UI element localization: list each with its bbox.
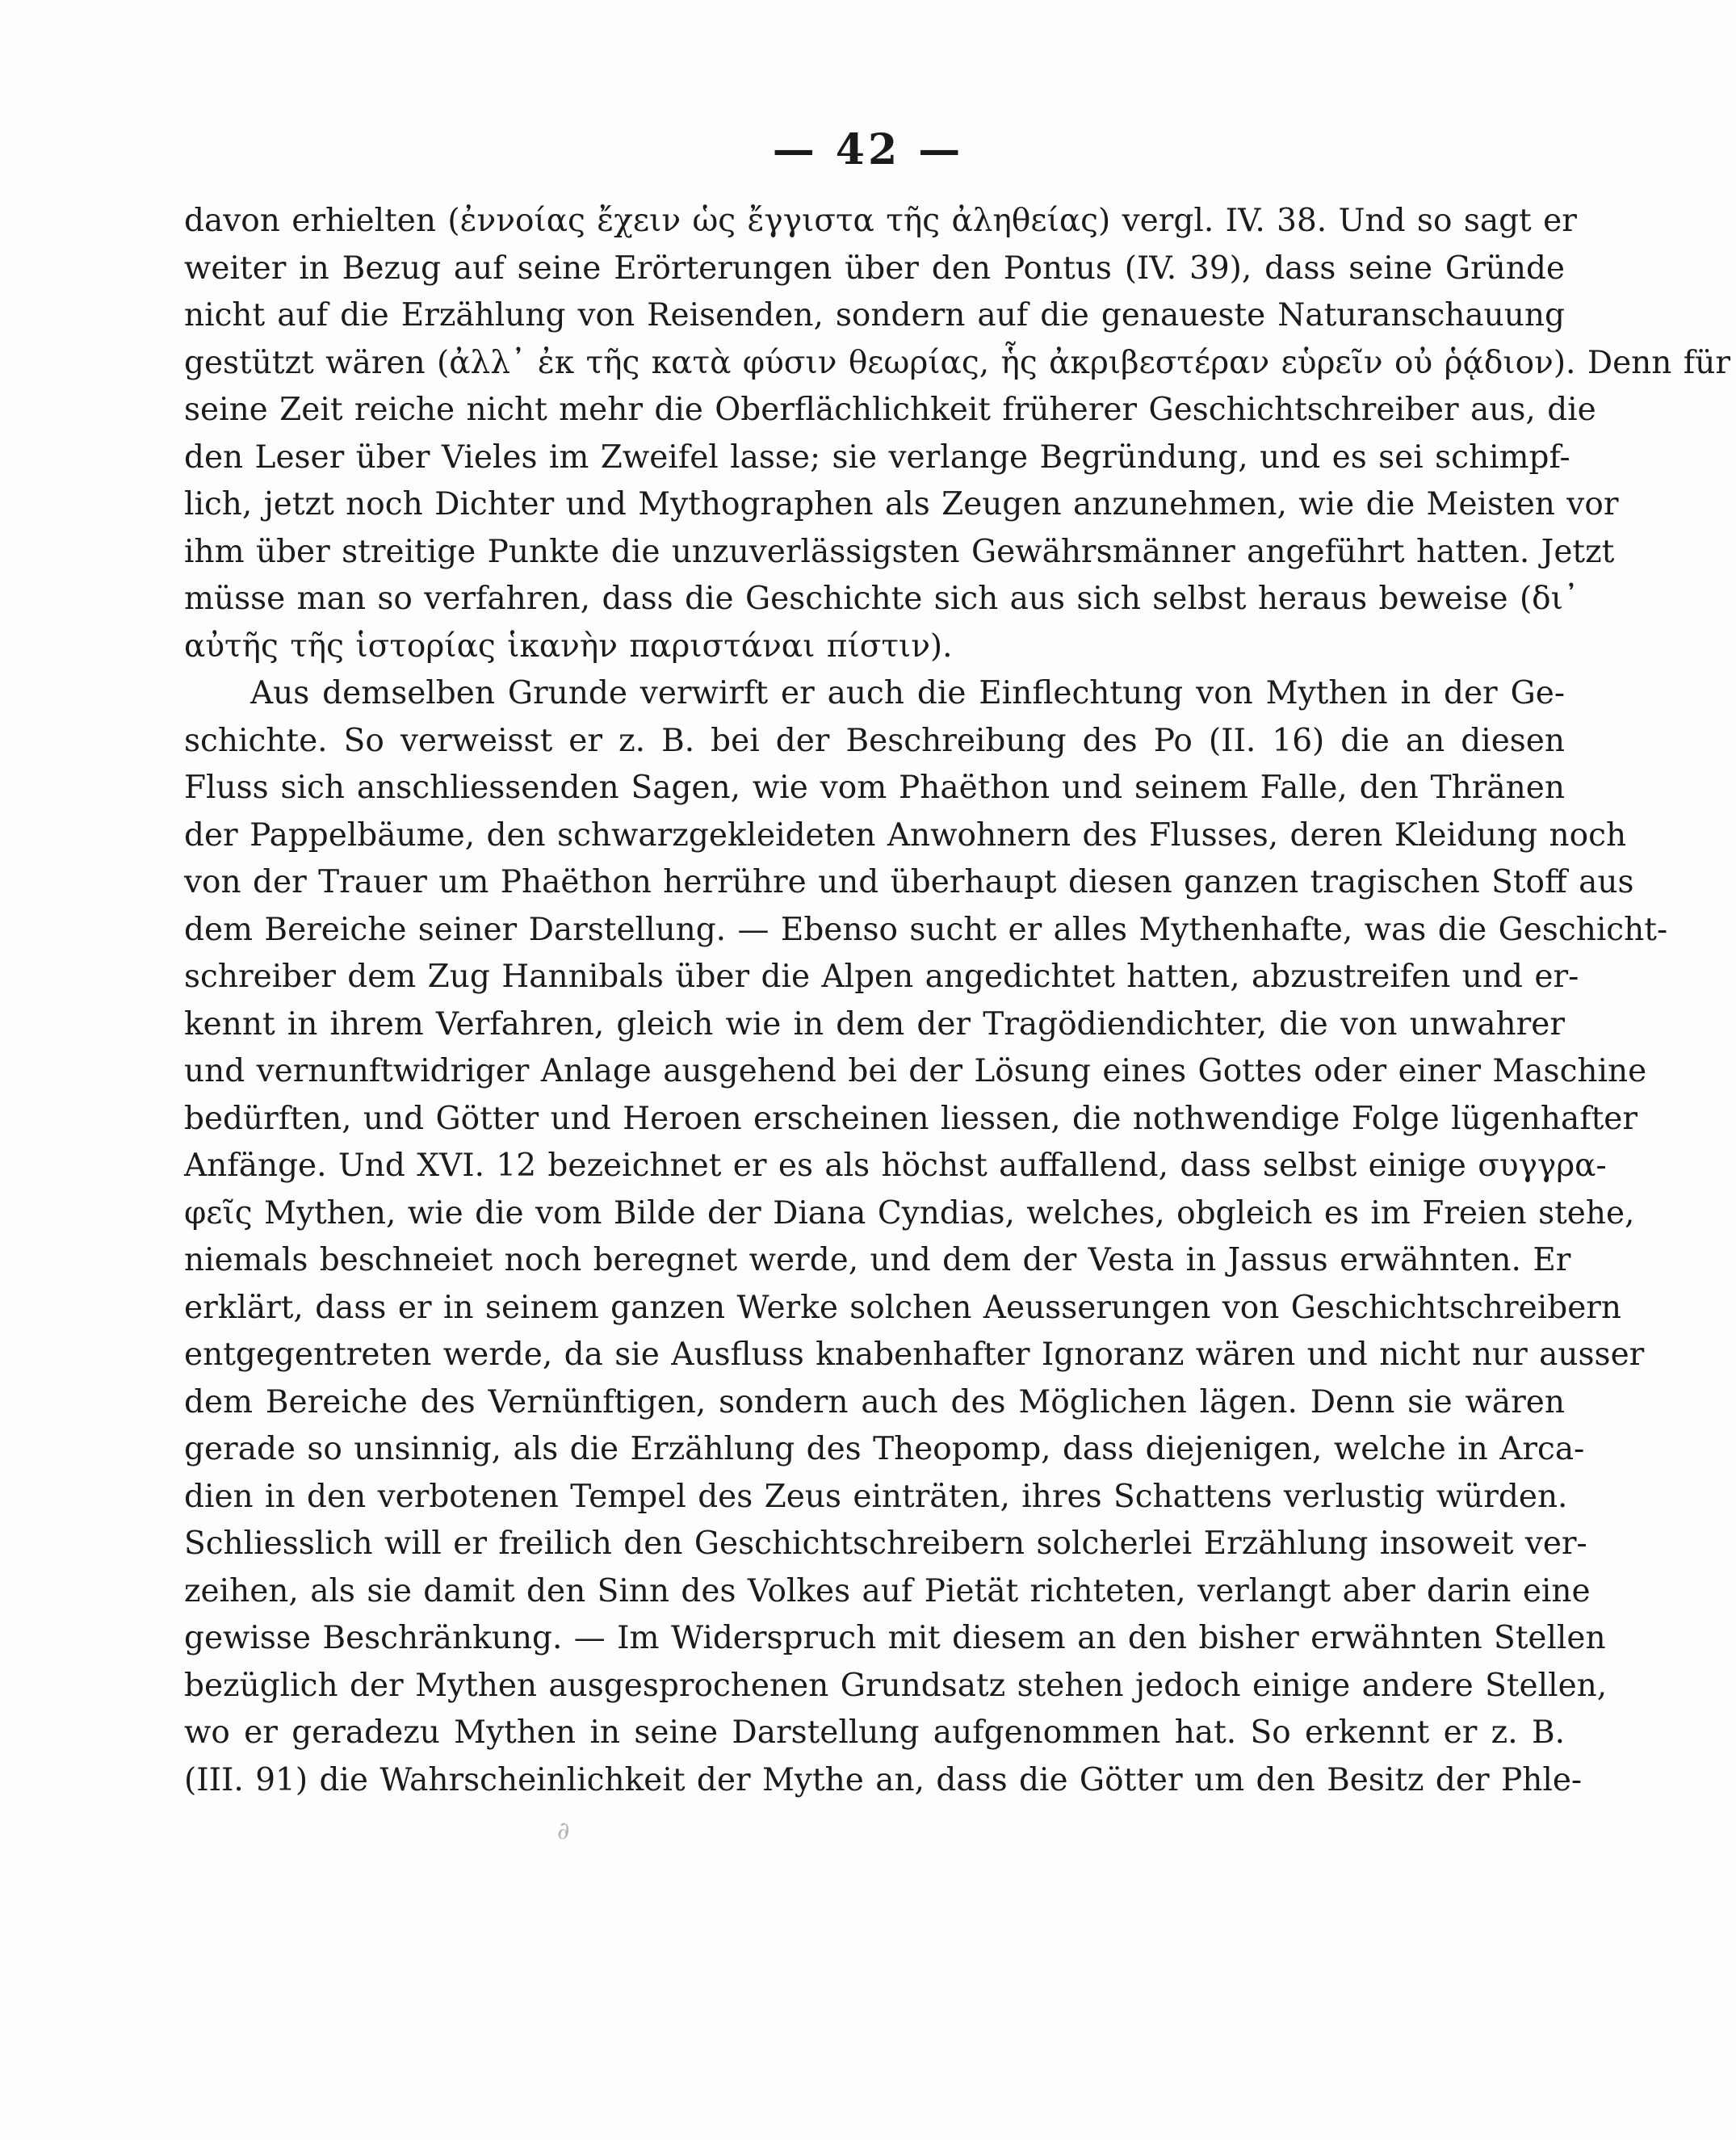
text-line: seine Zeit reiche nicht mehr die Oberflächlichkeit früherer Geschichtschreiber aus, die bbox=[184, 392, 1596, 428]
text-line: den Leser über Vieles im Zweifel lasse; sie verlange Begründung, und es sei schimpf- bbox=[184, 438, 1570, 476]
text-line: dem Bereiche des Vernünftigen, sondern auch des Möglichen lägen. Denn sie wären bbox=[184, 1383, 1565, 1420]
text-line: dien in den verbotenen Tempel des Zeus einträten, ihres Schattens verlustig würden. bbox=[184, 1478, 1568, 1515]
text-line: niemals beschneiet noch beregnet werde, und dem der Vesta in Jassus erwähnten. Er bbox=[184, 1242, 1571, 1278]
text-line: der Pappelbäume, den schwarzgekleideten Anwohnern des Flusses, deren Kleidung noch bbox=[184, 816, 1627, 854]
text-line: erklärt, dass er in seinem ganzen Werke solchen Aeusserungen von Geschichtschreibern bbox=[184, 1289, 1622, 1326]
text-line: Schliesslich will er freilich den Geschichtschreibern solcherlei Erzählung insoweit ver- bbox=[184, 1525, 1587, 1562]
text-line: dem Bereiche seiner Darstellung. — Ebenso sucht er alles Mythenhafte, was die Geschicht- bbox=[184, 911, 1668, 948]
text-line: gerade so unsinnig, als die Erzählung des Theopomp, dass diejenigen, welche in Arca- bbox=[184, 1431, 1585, 1467]
text-line: φεῖς Mythen, wie die vom Bilde der Diana Cyndias, welches, obgleich es im Freien stehe, bbox=[184, 1194, 1635, 1232]
text-line: schichte. So verweisst er z. B. bei der Beschreibung des Po (II. 16) die an diesen bbox=[184, 722, 1565, 759]
text-line: schreiber dem Zug Hannibals über die Alpen angedichtet hatten, abzustreifen und er- bbox=[184, 959, 1579, 995]
text-line: von der Trauer um Phaëthon herrühre und überhaupt diesen ganzen tragischen Stoff aus bbox=[184, 864, 1634, 900]
text-line: bezüglich der Mythen ausgesprochenen Grundsatz stehen jedoch einige andere Stellen, bbox=[184, 1667, 1608, 1704]
text-line: müsse man so verfahren, dass die Geschichte sich aus sich selbst heraus beweise (δι᾽ bbox=[184, 581, 1579, 617]
text-line: weiter in Bezug auf seine Erörterungen über den Pontus (IV. 39), dass seine Gründe bbox=[184, 250, 1565, 287]
text-line: zeihen, als sie damit den Sinn des Volkes auf Pietät richteten, verlangt aber darin eine bbox=[184, 1572, 1591, 1609]
text-line: Anfänge. Und XVI. 12 bezeichnet er es als höchst auffallend, dass selbst einige συγγρα- bbox=[184, 1148, 1607, 1184]
text-line: Fluss sich anschliessenden Sagen, wie vom Phaëthon und seinem Falle, den Thränen bbox=[184, 770, 1565, 806]
text-line: wo er geradezu Mythen in seine Darstellung aufgenommen hat. So erkennt er z. B. bbox=[184, 1714, 1565, 1751]
footer-mark: ∂ bbox=[557, 1817, 570, 1845]
body-text bbox=[184, 198, 1731, 1804]
text-line: ihm über streitige Punkte die unzuverlässigsten Gewährsmänner angeführt hatten. Jetzt bbox=[184, 533, 1615, 570]
text-line: bedürften, und Götter und Heroen erscheinen liessen, die nothwendige Folge lügenhafter bbox=[184, 1100, 1638, 1137]
text-line: gewisse Beschränkung. — Im Widerspruch mit diesem an den bisher erwähnten Stellen bbox=[184, 1620, 1606, 1656]
text-line: nicht auf die Erzählung von Reisenden, sondern auf die genaueste Naturanschauung bbox=[184, 297, 1565, 334]
text-line: gestützt wären (ἀλλ᾽ ἐκ τῆς κατὰ φύσιν θεωρίας, ἧς ἀκριβεστέραν εὑρεῖν οὐ ῥᾴδιον). Denn für bbox=[184, 344, 1731, 381]
text-line: entgegentreten werde, da sie Ausfluss knabenhafter Ignoranz wären und nicht nur ausser bbox=[184, 1336, 1645, 1373]
text-line: und vernunftwidriger Anlage ausgehend bei der Lösung eines Gottes oder einer Maschine bbox=[184, 1053, 1647, 1089]
text-line: lich, jetzt noch Dichter und Mythographen als Zeugen anzunehmen, wie die Meisten vor bbox=[184, 486, 1619, 522]
text-line: (III. 91) die Wahrscheinlichkeit der Mythe an, dass die Götter um den Besitz der Phle- bbox=[184, 1761, 1583, 1798]
text-line: kennt in ihrem Verfahren, gleich wie in dem der Tragödiendichter, die von unwahrer bbox=[184, 1005, 1565, 1043]
text-line: αὐτῆς τῆς ἱστορίας ἱκανὴν παριστάναι πίστιν). bbox=[184, 627, 953, 665]
text-line: davon erhielten (ἐννοίας ἔχειν ὡς ἔγγιστα τῆς ἀληθείας) vergl. IV. 38. Und so sagt er bbox=[184, 203, 1577, 239]
page-number: — 42 — bbox=[772, 125, 964, 174]
paragraph-start-line: Aus demselben Grunde verwirft er auch die Einflechtung von Mythen in der Ge- bbox=[250, 675, 1565, 711]
